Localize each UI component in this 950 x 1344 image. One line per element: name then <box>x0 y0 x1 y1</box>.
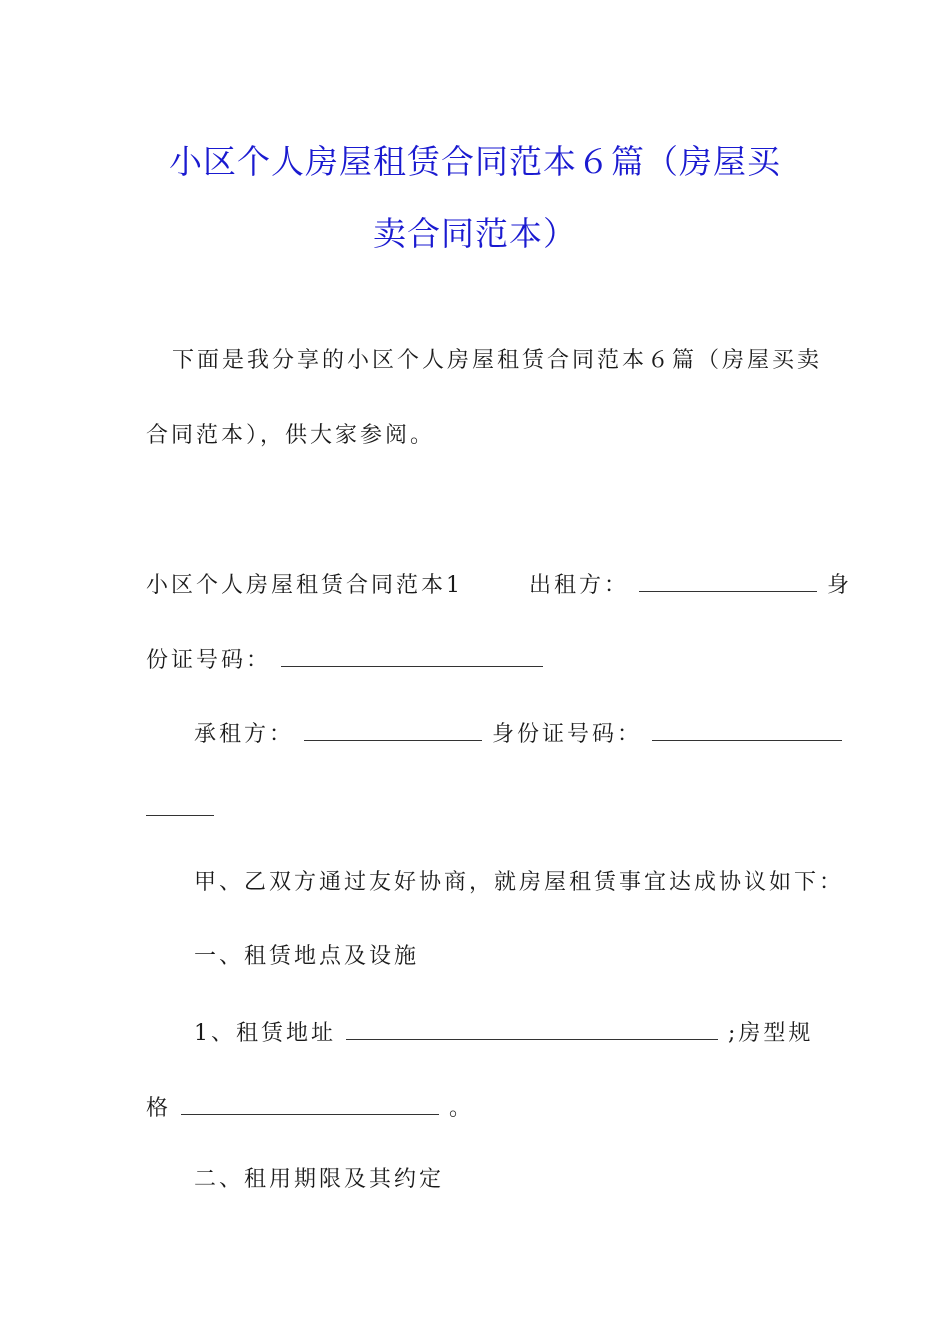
contract-heading: 小区个人房屋租赁合同范本1 <box>146 573 463 598</box>
agreement-line <box>194 872 844 894</box>
lessor-label: 出租方： <box>529 573 630 598</box>
lessee-id-line-cont <box>146 797 214 821</box>
agreement-text: 甲、乙双方通过友好协商，就房屋租赁事宜达成协议如下： <box>194 870 845 895</box>
lessee-name-blank[interactable] <box>304 722 482 741</box>
section2-heading-text: 二、租用期限及其约定 <box>194 1167 445 1192</box>
section1-heading-text: 一、租赁地点及设施 <box>194 944 420 969</box>
intro-paragraph-line-2 <box>146 425 435 447</box>
lessor-name-blank[interactable] <box>639 573 817 592</box>
item1-line-2 <box>146 1096 474 1120</box>
room-spec-blank[interactable] <box>181 1096 439 1115</box>
item1-end: 。 <box>449 1096 475 1121</box>
intro-paragraph-line-1 <box>172 350 822 372</box>
lessor-id-blank[interactable] <box>281 648 543 667</box>
lessee-id-blank-cont[interactable] <box>146 797 214 816</box>
lessor-line <box>146 573 852 597</box>
section2-heading <box>194 1169 444 1191</box>
lessee-label: 承租方： <box>194 722 295 747</box>
intro-text-2: 合同范本），供大家参阅。 <box>146 423 436 448</box>
lessor-id-line <box>146 648 543 672</box>
document-title-line-2: 卖合同范本） <box>373 214 577 253</box>
item1-label-2: 格 <box>146 1096 172 1121</box>
lessee-id-label: 身份证号码： <box>492 722 643 747</box>
section1-heading <box>194 946 419 968</box>
lessor-id-label-part1: 身 <box>827 573 853 598</box>
rental-address-blank[interactable] <box>346 1021 718 1040</box>
item1-label: 1、租赁地址 <box>194 1021 336 1046</box>
item1-line <box>194 1021 813 1045</box>
lessor-id-label-part2: 份证号码： <box>146 648 272 673</box>
document-title-line-1: 小区个人房屋租赁合同范本６篇（房屋买 <box>169 142 781 181</box>
lessee-line <box>194 722 842 746</box>
item1-tail: ;房型规 <box>728 1021 814 1046</box>
lessee-id-blank[interactable] <box>652 722 842 741</box>
intro-text-1: 下面是我分享的小区个人房屋租赁合同范本６篇（房屋买卖 <box>172 348 823 373</box>
